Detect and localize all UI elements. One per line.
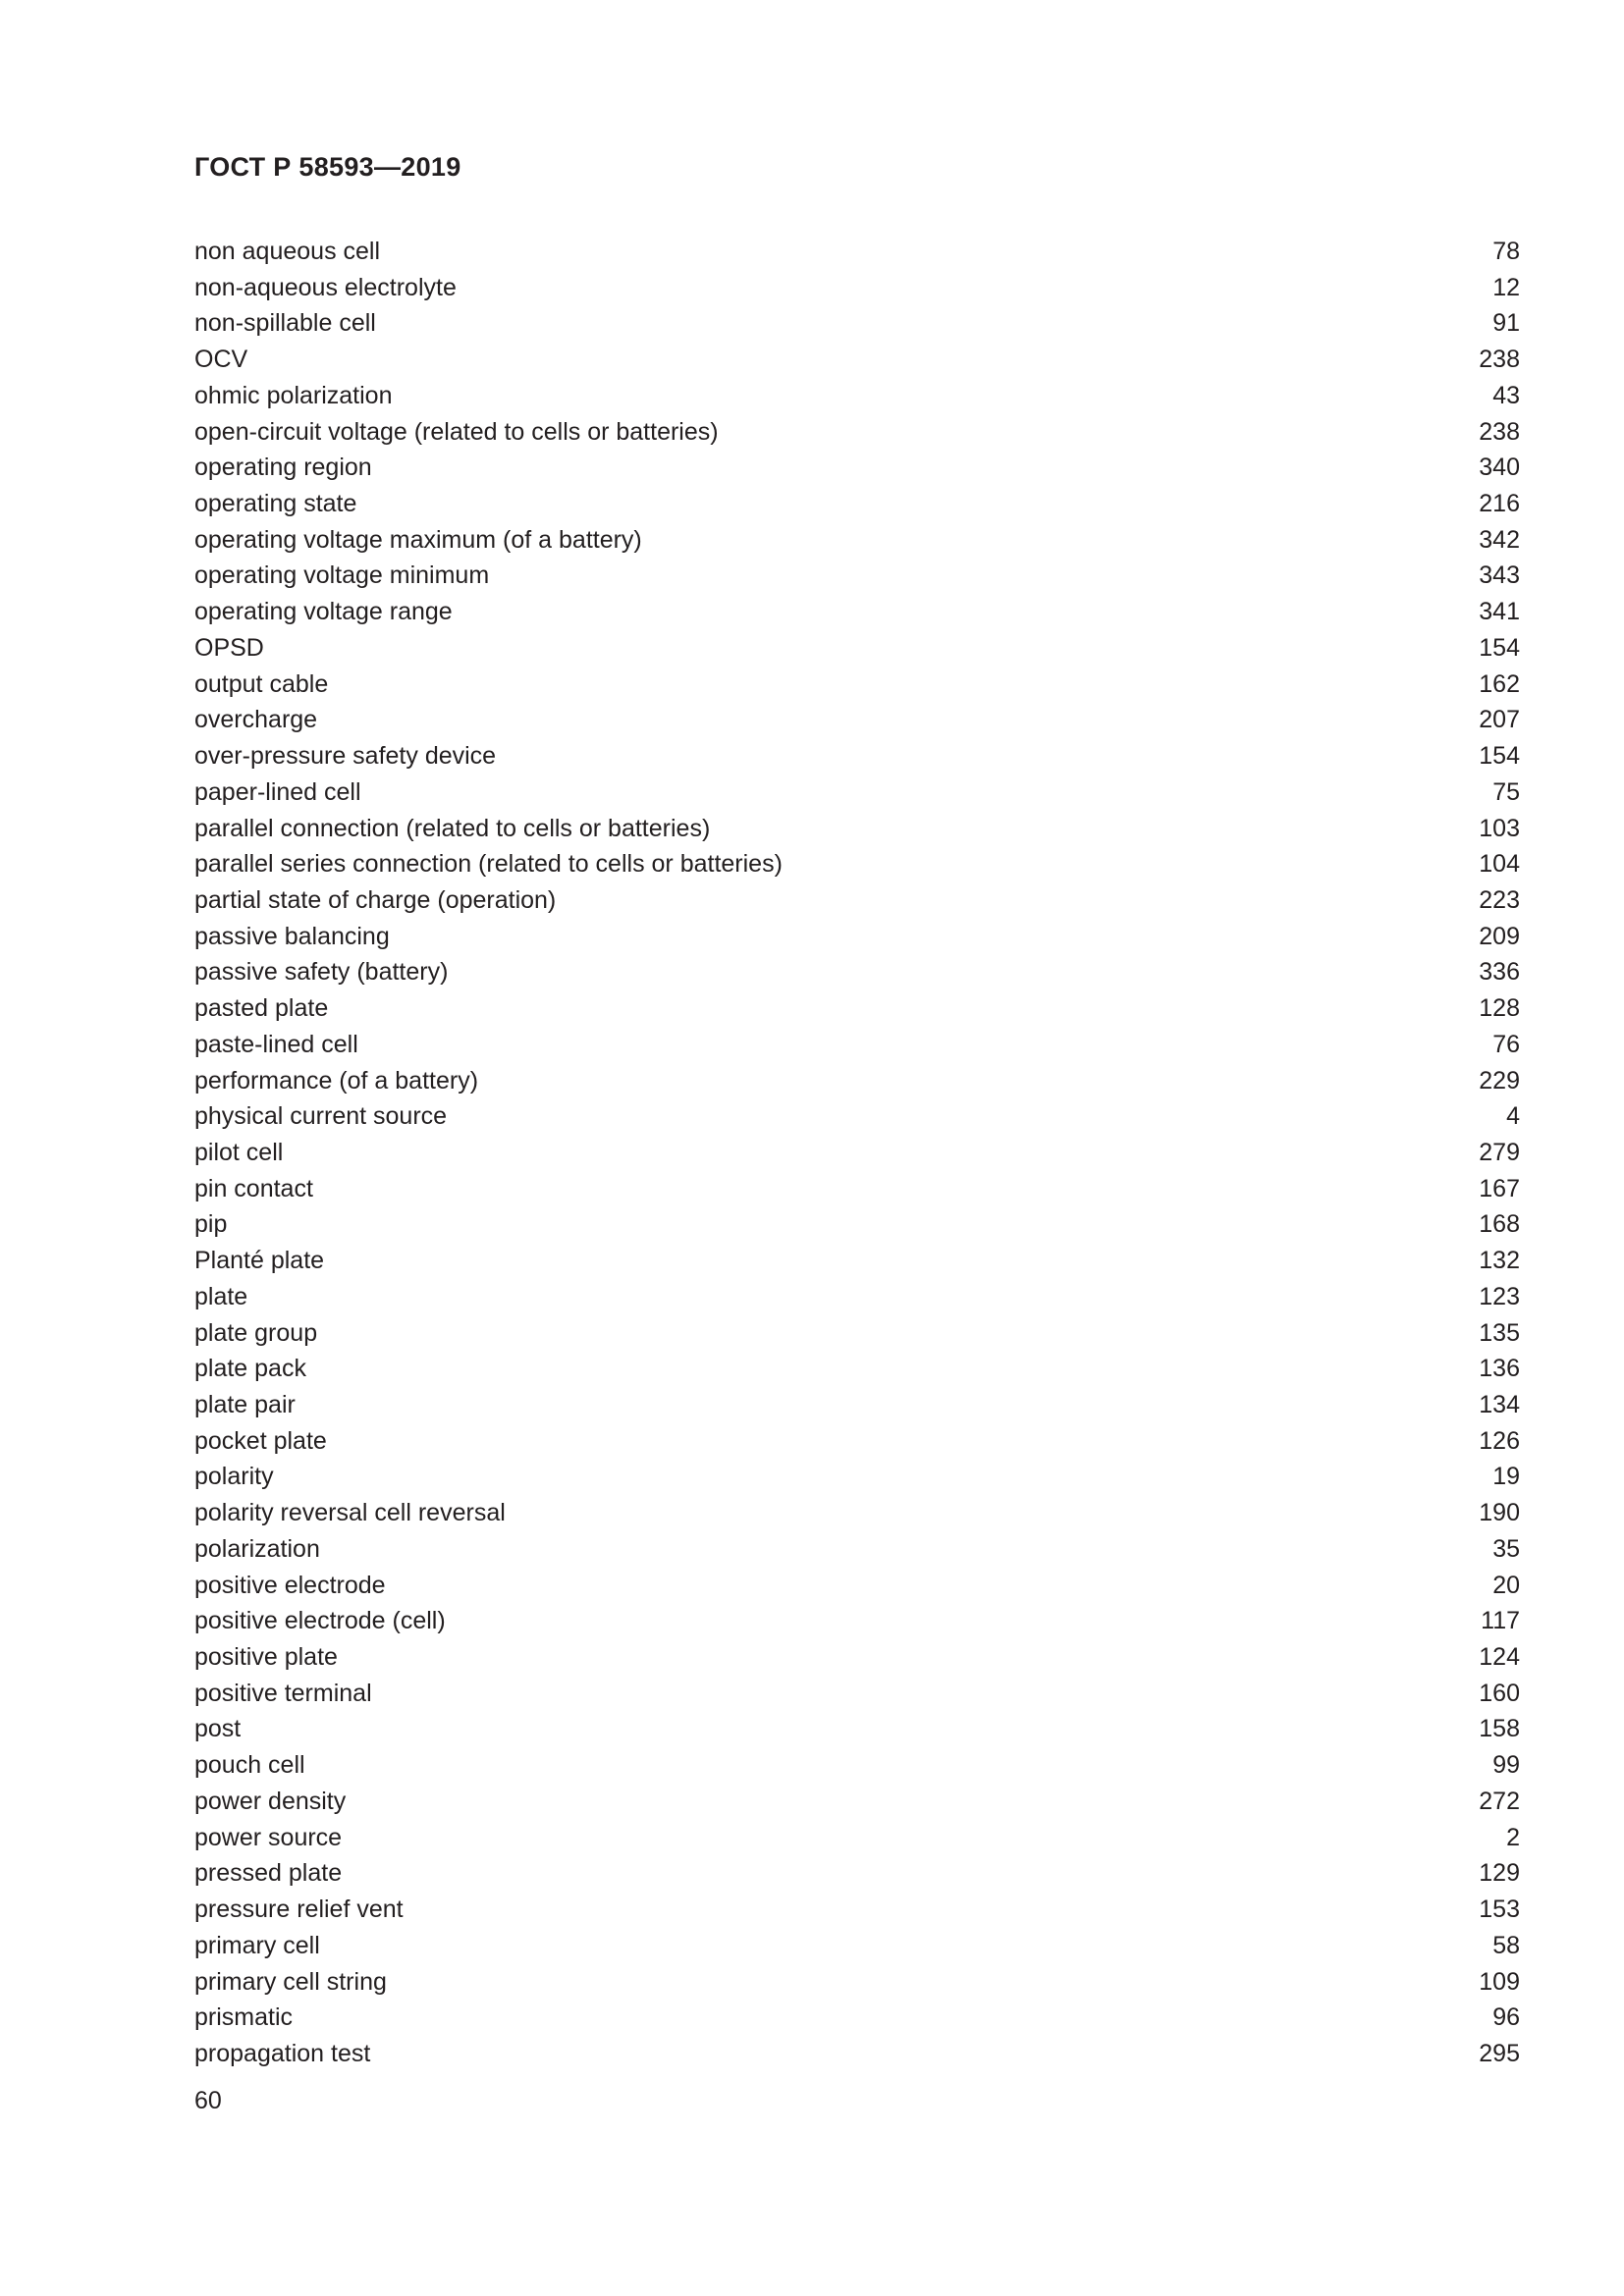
index-entry xyxy=(194,1027,1520,1063)
index-entry xyxy=(194,1855,1520,1892)
index-entry xyxy=(194,486,1520,522)
index-term: operating state xyxy=(194,490,357,518)
index-term-number: 136 xyxy=(1479,1355,1520,1383)
index-term-number: 340 xyxy=(1479,454,1520,482)
index-term-number: 238 xyxy=(1479,346,1520,374)
document-code-header: ГОСТ Р 58593—2019 xyxy=(194,152,461,182)
index-term: pocket plate xyxy=(194,1426,327,1455)
index-term-number: 78 xyxy=(1492,238,1520,265)
index-term-number: 43 xyxy=(1492,381,1520,409)
index-term-number: 124 xyxy=(1479,1643,1520,1672)
index-entry xyxy=(194,630,1520,667)
index-entry xyxy=(194,1495,1520,1531)
index-term: open-circuit voltage (related to cells or batteries) xyxy=(194,417,719,446)
index-term-number: 135 xyxy=(1479,1318,1520,1347)
index-entry xyxy=(194,954,1520,990)
index-term: parallel series connection (related to cells or batteries) xyxy=(194,850,783,879)
index-term: OCV xyxy=(194,346,248,374)
index-term: non-aqueous electrolyte xyxy=(194,273,457,301)
index-term: pin contact xyxy=(194,1174,313,1202)
index-term-number: 134 xyxy=(1479,1391,1520,1418)
index-term: plate pack xyxy=(194,1355,306,1383)
index-entry xyxy=(194,1892,1520,1928)
index-entry xyxy=(194,1784,1520,1820)
index-term-number: 19 xyxy=(1492,1463,1520,1491)
index-entry xyxy=(194,774,1520,811)
index-term-number: 342 xyxy=(1479,525,1520,554)
index-term: polarity xyxy=(194,1463,274,1491)
index-term: positive electrode (cell) xyxy=(194,1607,446,1635)
index-term: plate pair xyxy=(194,1391,296,1418)
page-number: 60 xyxy=(194,2087,222,2114)
index-term: positive electrode xyxy=(194,1571,386,1599)
index-term: operating voltage range xyxy=(194,598,453,626)
index-entry xyxy=(194,990,1520,1027)
index-term: polarity reversal cell reversal xyxy=(194,1499,506,1527)
index-term-number: 207 xyxy=(1479,706,1520,734)
index-term: physical current source xyxy=(194,1102,448,1131)
index-entry xyxy=(194,1351,1520,1387)
index-term: pasted plate xyxy=(194,994,329,1023)
index-term: pouch cell xyxy=(194,1751,305,1780)
index-term: paste-lined cell xyxy=(194,1030,358,1058)
index-entry xyxy=(194,1531,1520,1568)
index-term: plate xyxy=(194,1282,248,1310)
index-term-number: 216 xyxy=(1479,490,1520,518)
index-entry xyxy=(194,378,1520,414)
index-term: positive plate xyxy=(194,1643,338,1672)
index-term-number: 128 xyxy=(1479,994,1520,1023)
index-entry xyxy=(194,1747,1520,1784)
index-term: operating voltage minimum xyxy=(194,561,490,590)
index-entry xyxy=(194,1243,1520,1279)
index-term-number: 99 xyxy=(1492,1751,1520,1780)
index-entry xyxy=(194,1603,1520,1639)
index-term: pip xyxy=(194,1210,228,1239)
index-entry xyxy=(194,2000,1520,2036)
index-term-number: 132 xyxy=(1479,1247,1520,1275)
index-entry xyxy=(194,234,1520,270)
index-term: paper-lined cell xyxy=(194,777,361,806)
index-term-number: 153 xyxy=(1479,1896,1520,1924)
index-entry xyxy=(194,1459,1520,1495)
index-term: overcharge xyxy=(194,706,318,734)
index-term-number: 209 xyxy=(1479,922,1520,950)
index-term: over-pressure safety device xyxy=(194,742,497,771)
index-term-number: 223 xyxy=(1479,885,1520,914)
index-term-number: 117 xyxy=(1481,1607,1520,1635)
index-term-number: 343 xyxy=(1479,561,1520,590)
index-entry xyxy=(194,738,1520,774)
index-term-number: 129 xyxy=(1479,1859,1520,1888)
index-entry xyxy=(194,1711,1520,1747)
index-term-number: 154 xyxy=(1479,633,1520,662)
index-term-number: 104 xyxy=(1479,850,1520,879)
index-term-number: 160 xyxy=(1479,1679,1520,1707)
index-term: polarization xyxy=(194,1534,320,1563)
index-term: operating region xyxy=(194,454,372,482)
index-entry xyxy=(194,414,1520,451)
index-entry xyxy=(194,1964,1520,2001)
index-term-number: 190 xyxy=(1479,1499,1520,1527)
index-term: parallel connection (related to cells or batteries) xyxy=(194,814,711,842)
index-term-number: 167 xyxy=(1479,1174,1520,1202)
index-term-number: 20 xyxy=(1492,1571,1520,1599)
index-term: pressure relief vent xyxy=(194,1896,404,1924)
index-entry xyxy=(194,1206,1520,1243)
index-term: passive safety (battery) xyxy=(194,958,449,987)
index-entry xyxy=(194,846,1520,882)
index-term: passive balancing xyxy=(194,922,390,950)
index-term: operating voltage maximum (of a battery) xyxy=(194,525,642,554)
index-term-number: 126 xyxy=(1479,1426,1520,1455)
index-term-number: 58 xyxy=(1492,1931,1520,1959)
index-entry xyxy=(194,558,1520,594)
index-term: ohmic polarization xyxy=(194,381,393,409)
index-term-number: 341 xyxy=(1479,598,1520,626)
index-term: prismatic xyxy=(194,2003,294,2032)
index-term-number: 103 xyxy=(1479,814,1520,842)
index-term-number: 279 xyxy=(1479,1138,1520,1166)
index-term-number: 158 xyxy=(1479,1715,1520,1743)
index-term: partial state of charge (operation) xyxy=(194,885,557,914)
index-term-number: 91 xyxy=(1492,309,1520,338)
index-entry xyxy=(194,522,1520,559)
index-entry xyxy=(194,1063,1520,1099)
index-entry xyxy=(194,1387,1520,1423)
index-entry xyxy=(194,1279,1520,1315)
index-term: primary cell xyxy=(194,1931,320,1959)
index-term-number: 76 xyxy=(1492,1030,1520,1058)
index-term: Planté plate xyxy=(194,1247,325,1275)
index-term: pressed plate xyxy=(194,1859,343,1888)
index-entry xyxy=(194,305,1520,342)
index-term: plate group xyxy=(194,1318,318,1347)
index-term: power source xyxy=(194,1823,343,1851)
index-term: propagation test xyxy=(194,2039,371,2067)
index-term: non aqueous cell xyxy=(194,238,381,265)
index-term-number: 295 xyxy=(1479,2039,1520,2067)
index-entry xyxy=(194,450,1520,486)
index-term: non-spillable cell xyxy=(194,309,376,338)
index-entry xyxy=(194,1928,1520,1964)
index-term: output cable xyxy=(194,669,329,698)
index-term: power density xyxy=(194,1787,347,1815)
index-entry xyxy=(194,1568,1520,1604)
index-term-number: 109 xyxy=(1479,1967,1520,1996)
index-entry xyxy=(194,1098,1520,1135)
index-entry xyxy=(194,667,1520,703)
index-entry xyxy=(194,270,1520,306)
index-entry xyxy=(194,702,1520,738)
index-entry xyxy=(194,1639,1520,1676)
index-entry xyxy=(194,1135,1520,1171)
index-term-number: 168 xyxy=(1479,1210,1520,1239)
index-term: performance (of a battery) xyxy=(194,1066,479,1095)
index-term: OPSD xyxy=(194,633,264,662)
index-term-number: 96 xyxy=(1492,2003,1520,2032)
index-entry xyxy=(194,811,1520,847)
index-entry xyxy=(194,919,1520,955)
index-term-number: 336 xyxy=(1479,958,1520,987)
index-entry xyxy=(194,594,1520,630)
index-term-number: 238 xyxy=(1479,417,1520,446)
index-term-number: 154 xyxy=(1479,742,1520,771)
index-term: positive terminal xyxy=(194,1679,372,1707)
index-term: post xyxy=(194,1715,242,1743)
index-entry xyxy=(194,1676,1520,1712)
index-term-number: 12 xyxy=(1492,273,1520,301)
index-entry xyxy=(194,1423,1520,1460)
alphabetical-index-list xyxy=(194,234,1520,2072)
index-term: primary cell string xyxy=(194,1967,387,1996)
index-term-number: 272 xyxy=(1479,1787,1520,1815)
index-entry xyxy=(194,342,1520,378)
index-entry xyxy=(194,2036,1520,2072)
index-entry xyxy=(194,1820,1520,1856)
index-term-number: 35 xyxy=(1492,1534,1520,1563)
index-term-number: 75 xyxy=(1492,777,1520,806)
index-term-number: 4 xyxy=(1506,1102,1520,1131)
index-entry xyxy=(194,882,1520,919)
index-term-number: 162 xyxy=(1479,669,1520,698)
index-term-number: 123 xyxy=(1479,1282,1520,1310)
index-term-number: 229 xyxy=(1479,1066,1520,1095)
index-entry xyxy=(194,1315,1520,1352)
index-entry xyxy=(194,1171,1520,1207)
index-term: pilot cell xyxy=(194,1138,284,1166)
index-term-number: 2 xyxy=(1506,1823,1520,1851)
